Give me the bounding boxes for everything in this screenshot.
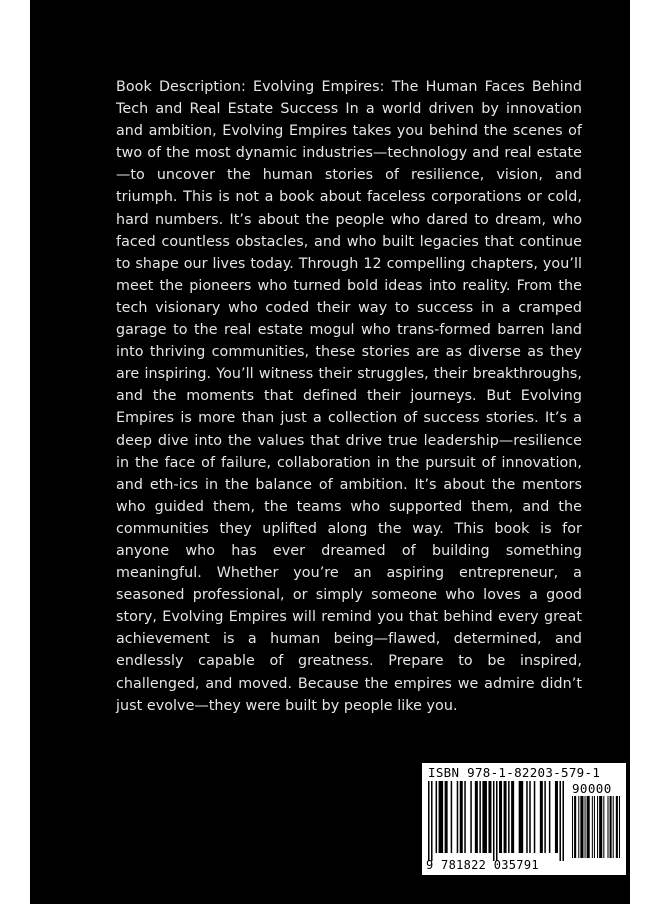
barcode-bar [592, 796, 593, 858]
barcode-bar [549, 781, 551, 853]
barcode-bar [451, 781, 453, 853]
barcode-bar [428, 781, 430, 861]
barcode-bar [580, 796, 583, 858]
barcode-bar [457, 781, 459, 853]
barcode-bar [445, 781, 448, 853]
barcode-bar [597, 796, 598, 858]
barcode-bar [511, 781, 514, 853]
isbn-label: ISBN 978-1-82203-579-1 [428, 765, 601, 780]
barcode-bar [526, 781, 528, 853]
barcode-bar [475, 781, 478, 853]
barcode-bar [599, 796, 602, 858]
barcode-bar [544, 781, 546, 853]
price-code-label: 90000 [572, 781, 612, 796]
barcode-bar [436, 781, 438, 853]
barcode-bar [431, 781, 433, 861]
barcode-bar [574, 796, 576, 858]
barcode-bar [540, 781, 543, 853]
barcode-bar [504, 781, 507, 853]
barcode-bar [607, 796, 608, 858]
barcode-bar [572, 796, 573, 858]
barcode-bar [493, 781, 495, 861]
barcode-bar [555, 781, 558, 853]
barcode-bar [496, 781, 498, 861]
barcode-bar [594, 796, 595, 858]
barcode-bar [464, 781, 466, 853]
back-cover [30, 0, 630, 904]
price-addon-barcode-icon [572, 796, 620, 858]
barcode-bar [603, 796, 604, 858]
barcode-bar [585, 796, 586, 858]
barcode-bar [587, 796, 590, 858]
barcode-bar [562, 781, 564, 861]
barcode-bar [470, 781, 472, 853]
barcode-bar [559, 781, 561, 861]
ean13-barcode-icon [428, 781, 564, 861]
barcode-bar [508, 781, 510, 853]
barcode-bar [534, 781, 536, 853]
barcode-bar [613, 796, 614, 858]
barcode-bar [482, 781, 487, 853]
barcode-bar [616, 796, 618, 858]
barcode-bar [610, 796, 612, 858]
isbn-barcode-block [422, 763, 626, 875]
barcode-bar [499, 781, 502, 853]
barcode-digits: 9 781822 035791 [426, 858, 539, 872]
barcode-bar [439, 781, 444, 853]
barcode-bar [519, 781, 524, 853]
barcode-bar [488, 781, 491, 853]
barcode-bar [460, 781, 463, 853]
barcode-bar [619, 796, 620, 858]
barcode-bar [529, 781, 531, 853]
book-description-text: Book Description: Evolving Empires: The Human Faces Behind Tech and Real Estate Success In a world driven by innovation and ambition, Evolving Empires takes you behind the scenes of two of the most dynamic industries—technology and real estate—to uncover the human stories of resilience, vision, and triumph. This is not a book about faceless corporations or cold, hard numbers. It’s about the people who dared to dream, who faced countless obstacles, and who built legacies that continue to shape our lives today. Through 12 compelling chapters, you’ll meet the pioneers who turned bold ideas into reality. From the tech visionary who coded their way to success in a cramped garage to the real estate mogul who trans-formed barren land into thriving communities, these stories are as diverse as they are inspiring. You’ll witness their struggles, their breakthroughs, and the moments that defined their journeys. But Evolving Empires is more than just a collection of success stories. It’s a deep dive into the values that drive true leadership—resilience in the face of failure, collaboration in the pursuit of innovation, and eth-ics in the balance of ambition. It’s about the mentors who guided them, the teams who supported them, and the communities they uplifted along the way. This book is for anyone who has ever dreamed of building something meaningful. Whether you’re an aspiring entrepreneur, a seasoned professional, or simply someone who loves a good story, Evolving Empires will remind you that behind every great achievement is a human being—flawed, determined, and endlessly capable of greatness. Prepare to be inspired, challenged, and moved. Because the empires we admire didn’t just evolve—they were built by people like you. [116, 79, 582, 714]
barcode-bar [479, 781, 481, 853]
barcode-bar [578, 796, 579, 858]
